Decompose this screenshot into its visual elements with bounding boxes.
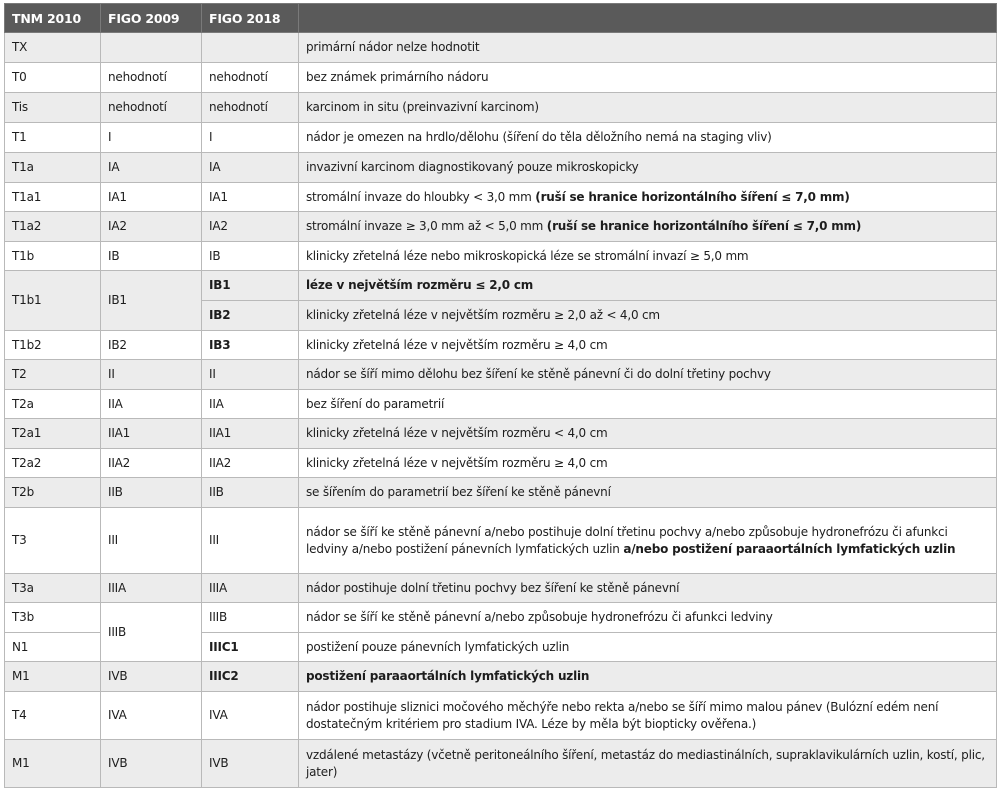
cell-tnm: N1	[5, 633, 101, 662]
cell-figo-2018: IA1	[202, 183, 299, 212]
table-row	[5, 212, 997, 242]
cell-tnm: T3a	[5, 574, 101, 603]
table-row	[5, 419, 997, 449]
cell-description: bez šíření do parametrií	[299, 390, 997, 419]
cell-figo-2009: IIA2	[101, 449, 202, 478]
cell-figo-2018: II	[202, 360, 299, 390]
cell-figo-2009: IA	[101, 153, 202, 183]
cell-figo-2018: IB3	[202, 331, 299, 360]
table-header-row	[5, 4, 997, 33]
cell-description: nádor postihuje sliznici močového měchýře nebo rekta a/nebo se šíří mimo malou pánev (Bulózní edém není dostatečným kritériem pro stadium IVA. Léze by měla být biopticky ověřena.)	[299, 692, 997, 740]
description-text: stromální invaze ≥ 3,0 mm až < 5,0 mm	[306, 219, 547, 233]
cell-tnm: T2	[5, 360, 101, 390]
cell-figo-2009: IA1	[101, 183, 202, 212]
table-row	[5, 360, 997, 390]
cell-figo-2018: IIA	[202, 390, 299, 419]
cell-figo-2018: IA2	[202, 212, 299, 242]
cell-figo-2009: nehodnotí	[101, 93, 202, 123]
header-figo-2009: FIGO 2009	[101, 4, 202, 33]
cell-figo-2018: nehodnotí	[202, 63, 299, 93]
description-bold-text: (ruší se hranice horizontálního šíření ≤ 7,0 mm)	[546, 219, 862, 233]
cell-figo-2009: IIA1	[101, 419, 202, 449]
cell-figo-2009: II	[101, 360, 202, 390]
cell-description	[299, 212, 997, 242]
cell-tnm: T1b2	[5, 331, 101, 360]
table-row	[5, 692, 997, 740]
cell-figo-2018: III	[202, 508, 299, 574]
cell-tnm: T3b	[5, 603, 101, 633]
cell-description: klinicky zřetelná léze v největším rozměru < 4,0 cm	[299, 419, 997, 449]
cell-figo-2018: IIA2	[202, 449, 299, 478]
staging-table	[4, 3, 997, 788]
description-text: stromální invaze do hloubky < 3,0 mm	[306, 189, 536, 204]
cell-description: bez známek primárního nádoru	[299, 63, 997, 93]
cell-tnm: T1a1	[5, 183, 101, 212]
cell-tnm: TX	[5, 33, 101, 63]
header-tnm-2010: TNM 2010	[5, 4, 101, 33]
table-row	[5, 603, 997, 633]
cell-tnm: T1a	[5, 153, 101, 183]
cell-description: postižení paraaortálních lymfatických uzlin	[299, 662, 997, 692]
cell-tnm: Tis	[5, 93, 101, 123]
cell-figo-2009: IIB	[101, 478, 202, 508]
table-row	[5, 183, 997, 212]
header-figo-2018: FIGO 2018	[202, 4, 299, 33]
cell-description: se šířením do parametrií bez šíření ke stěně pánevní	[299, 478, 997, 508]
cell-tnm: T2a1	[5, 419, 101, 449]
table-row	[5, 123, 997, 153]
cell-figo-2009: IVA	[101, 692, 202, 740]
cell-figo-2018: IIA1	[202, 419, 299, 449]
cell-tnm: T3	[5, 508, 101, 574]
cell-description: klinicky zřetelná léze v největším rozměru ≥ 4,0 cm	[299, 331, 997, 360]
cell-tnm: T0	[5, 63, 101, 93]
cell-figo-2018: IVB	[202, 740, 299, 788]
cell-description: klinicky zřetelná léze v největším rozměru ≥ 4,0 cm	[299, 449, 997, 478]
cell-figo-2018: IIB	[202, 478, 299, 508]
cell-figo-2018: IB	[202, 242, 299, 271]
cell-figo-2018: nehodnotí	[202, 93, 299, 123]
cell-figo-2009: IIIB	[101, 603, 202, 662]
cell-description: primární nádor nelze hodnotit	[299, 33, 997, 63]
cell-description: klinicky zřetelná léze v největším rozměru ≥ 2,0 až < 4,0 cm	[299, 301, 997, 331]
cell-description: vzdálené metastázy (včetně peritoneálního šíření, metastáz do mediastinálních, supraklavikulárních uzlin, kostí, plic, jater)	[299, 740, 997, 788]
cell-figo-2009: IVB	[101, 740, 202, 788]
cell-figo-2009: IIA	[101, 390, 202, 419]
cell-description: postižení pouze pánevních lymfatických uzlin	[299, 633, 997, 662]
table-row	[5, 662, 997, 692]
cell-figo-2018	[202, 33, 299, 63]
cell-figo-2009: IB	[101, 242, 202, 271]
cell-tnm: T2a	[5, 390, 101, 419]
cell-figo-2018: I	[202, 123, 299, 153]
cell-tnm: T1b1	[5, 271, 101, 331]
cell-tnm: T1	[5, 123, 101, 153]
cell-figo-2018: IIIC1	[202, 633, 299, 662]
description-bold-text: a/nebo postižení paraaortálních lymfatických uzlin	[623, 541, 956, 556]
cell-figo-2018: IB1	[202, 271, 299, 301]
cell-tnm: T2b	[5, 478, 101, 508]
cell-figo-2009: I	[101, 123, 202, 153]
cell-description: invazivní karcinom diagnostikovaný pouze mikroskopicky	[299, 153, 997, 183]
cell-figo-2009: III	[101, 508, 202, 574]
cell-tnm: T1a2	[5, 212, 101, 242]
cell-figo-2018: IIIA	[202, 574, 299, 603]
cell-figo-2009: nehodnotí	[101, 63, 202, 93]
table-row	[5, 478, 997, 508]
cell-tnm: M1	[5, 662, 101, 692]
cell-figo-2009: IB1	[101, 271, 202, 331]
table-row	[5, 740, 997, 788]
cell-figo-2018: IIIB	[202, 603, 299, 633]
cell-description: karcinom in situ (preinvazivní karcinom)	[299, 93, 997, 123]
staging-table-container	[4, 3, 997, 788]
cell-description: nádor se šíří ke stěně pánevní a/nebo způsobuje hydronefrózu či afunkci ledviny	[299, 603, 997, 633]
description-bold-text: (ruší se hranice horizontálního šíření ≤ 7,0 mm)	[535, 189, 850, 204]
cell-description: nádor je omezen na hrdlo/dělohu (šíření do těla děložního nemá na staging vliv)	[299, 123, 997, 153]
cell-description: nádor postihuje dolní třetinu pochvy bez šíření ke stěně pánevní	[299, 574, 997, 603]
cell-figo-2009: IB2	[101, 331, 202, 360]
table-row	[5, 449, 997, 478]
cell-description	[299, 183, 997, 212]
table-row	[5, 390, 997, 419]
table-row	[5, 574, 997, 603]
cell-figo-2009	[101, 33, 202, 63]
cell-figo-2018: IIIC2	[202, 662, 299, 692]
table-row	[5, 331, 997, 360]
table-row	[5, 508, 997, 574]
table-row	[5, 33, 997, 63]
cell-figo-2018: IVA	[202, 692, 299, 740]
cell-description: nádor se šíří mimo dělohu bez šíření ke stěně pánevní či do dolní třetiny pochvy	[299, 360, 997, 390]
cell-description: léze v největším rozměru ≤ 2,0 cm	[299, 271, 997, 301]
header-description	[299, 4, 997, 33]
cell-description	[299, 508, 997, 574]
cell-tnm: T4	[5, 692, 101, 740]
table-row	[5, 153, 997, 183]
cell-tnm: T1b	[5, 242, 101, 271]
table-row	[5, 93, 997, 123]
cell-figo-2009: IVB	[101, 662, 202, 692]
table-row	[5, 271, 997, 301]
cell-figo-2018: IA	[202, 153, 299, 183]
description-text: nádor se šíří ke stěně pánevní a/nebo postihuje dolní třetinu pochvy a/nebo způsobuje hydronefrózu či afunkci ledviny a/nebo postižení pánevních lymfatických uzlin	[306, 524, 948, 556]
table-row	[5, 63, 997, 93]
table-row	[5, 242, 997, 271]
cell-description: klinicky zřetelná léze nebo mikroskopická léze se stromální invazí ≥ 5,0 mm	[299, 242, 997, 271]
cell-figo-2009: IA2	[101, 212, 202, 242]
cell-tnm: M1	[5, 740, 101, 788]
cell-tnm: T2a2	[5, 449, 101, 478]
cell-figo-2009: IIIA	[101, 574, 202, 603]
cell-figo-2018: IB2	[202, 301, 299, 331]
